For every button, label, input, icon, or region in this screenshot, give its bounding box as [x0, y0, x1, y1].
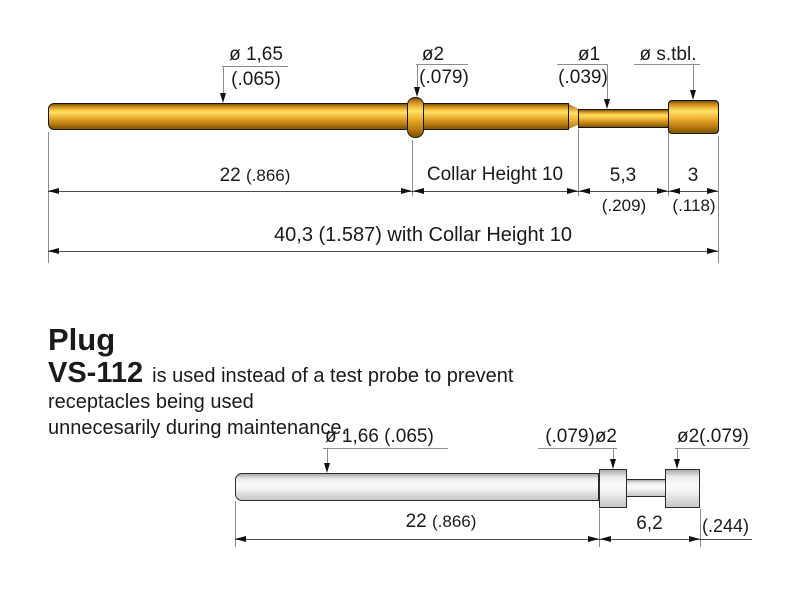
label-dia-main: ø 1,65: [229, 44, 283, 65]
leader-line: [634, 64, 700, 65]
plug-collar-2: [665, 469, 700, 508]
leader-arrow: [414, 87, 420, 97]
plug-neck: [625, 479, 667, 497]
dim-length-tip: 3: [687, 165, 699, 186]
extension-line: [700, 509, 701, 547]
label-plug-dia-cyl2: ø2(.079): [677, 426, 749, 447]
dim-arrow: [401, 188, 412, 194]
leader-line: [607, 65, 608, 101]
leader-line: [417, 65, 418, 89]
probe-collar: [407, 97, 424, 138]
dim-arrow: [588, 536, 599, 542]
model-number: VS-112: [48, 357, 144, 389]
dim-length-tip-inch: (.118): [672, 196, 716, 215]
dim-collar-height: Collar Height 10: [426, 164, 564, 185]
leader-arrow: [604, 99, 610, 109]
label-dia-main-inch: (.065): [231, 69, 281, 90]
leader-line: [557, 64, 608, 65]
extension-line: [48, 132, 49, 263]
leader-arrow: [220, 93, 226, 103]
dim-arrow: [48, 248, 59, 254]
probe-thin-shaft: [578, 109, 669, 128]
label-dia-collar-inch: (.079): [419, 67, 469, 88]
description-line1: is used instead of a test probe to prevent receptacles being used: [48, 365, 514, 413]
leader-line: [416, 64, 468, 65]
dim-arrow: [48, 188, 59, 194]
label-plug-dia-rod: ø 1,66 (.065): [325, 426, 434, 447]
leader-arrow: [690, 90, 696, 100]
dim-plug-end-length: 6,2: [636, 513, 663, 534]
dim-plug-length: 22 (.866): [405, 511, 477, 532]
dim-plug-end-inch: (.244): [702, 516, 750, 536]
dim-arrow: [567, 188, 578, 194]
dim-total-length: 40,3 (1.587) with Collar Height 10: [274, 224, 572, 246]
dimension-line: [48, 191, 718, 192]
leader-line: [222, 66, 288, 67]
leader-arrow: [610, 459, 616, 469]
dim-length-thin-inch: (.209): [601, 196, 647, 215]
section-heading: Plug: [48, 322, 116, 357]
leader-line: [675, 448, 750, 449]
leader-arrow: [324, 463, 330, 473]
label-dia-thin: ø1: [577, 44, 601, 65]
label-dia-collar: ø2: [421, 44, 445, 65]
label-dia-thin-inch: (.039): [558, 67, 608, 88]
dimension-line: [48, 251, 718, 252]
dim-arrow: [707, 248, 718, 254]
dimension-line: [235, 539, 752, 540]
leader-line: [223, 67, 224, 95]
leader-line: [538, 448, 617, 449]
dim-arrow: [657, 188, 668, 194]
dim-arrow: [235, 536, 246, 542]
description-line2: unnecesarily during maintenance.: [48, 417, 348, 439]
dim-length-main: 22 (.866): [219, 165, 291, 186]
dim-arrow: [689, 536, 700, 542]
plug-collar-1: [599, 469, 627, 508]
leader-arrow: [674, 459, 680, 469]
dim-arrow: [669, 188, 680, 194]
dim-arrow: [413, 188, 424, 194]
dim-arrow: [600, 536, 611, 542]
probe-main-barrel: [48, 103, 569, 130]
dim-length-thin: 5,3: [609, 165, 637, 186]
dim-arrow: [707, 188, 718, 194]
probe-tip-sleeve: [668, 100, 719, 134]
label-dia-tip: ø s.tbl.: [639, 44, 697, 65]
leader-line: [323, 448, 448, 449]
leader-line: [693, 65, 694, 92]
plug-main-barrel: [235, 473, 599, 501]
dim-arrow: [579, 188, 590, 194]
label-plug-dia-cyl1: (.079)ø2: [545, 426, 617, 447]
